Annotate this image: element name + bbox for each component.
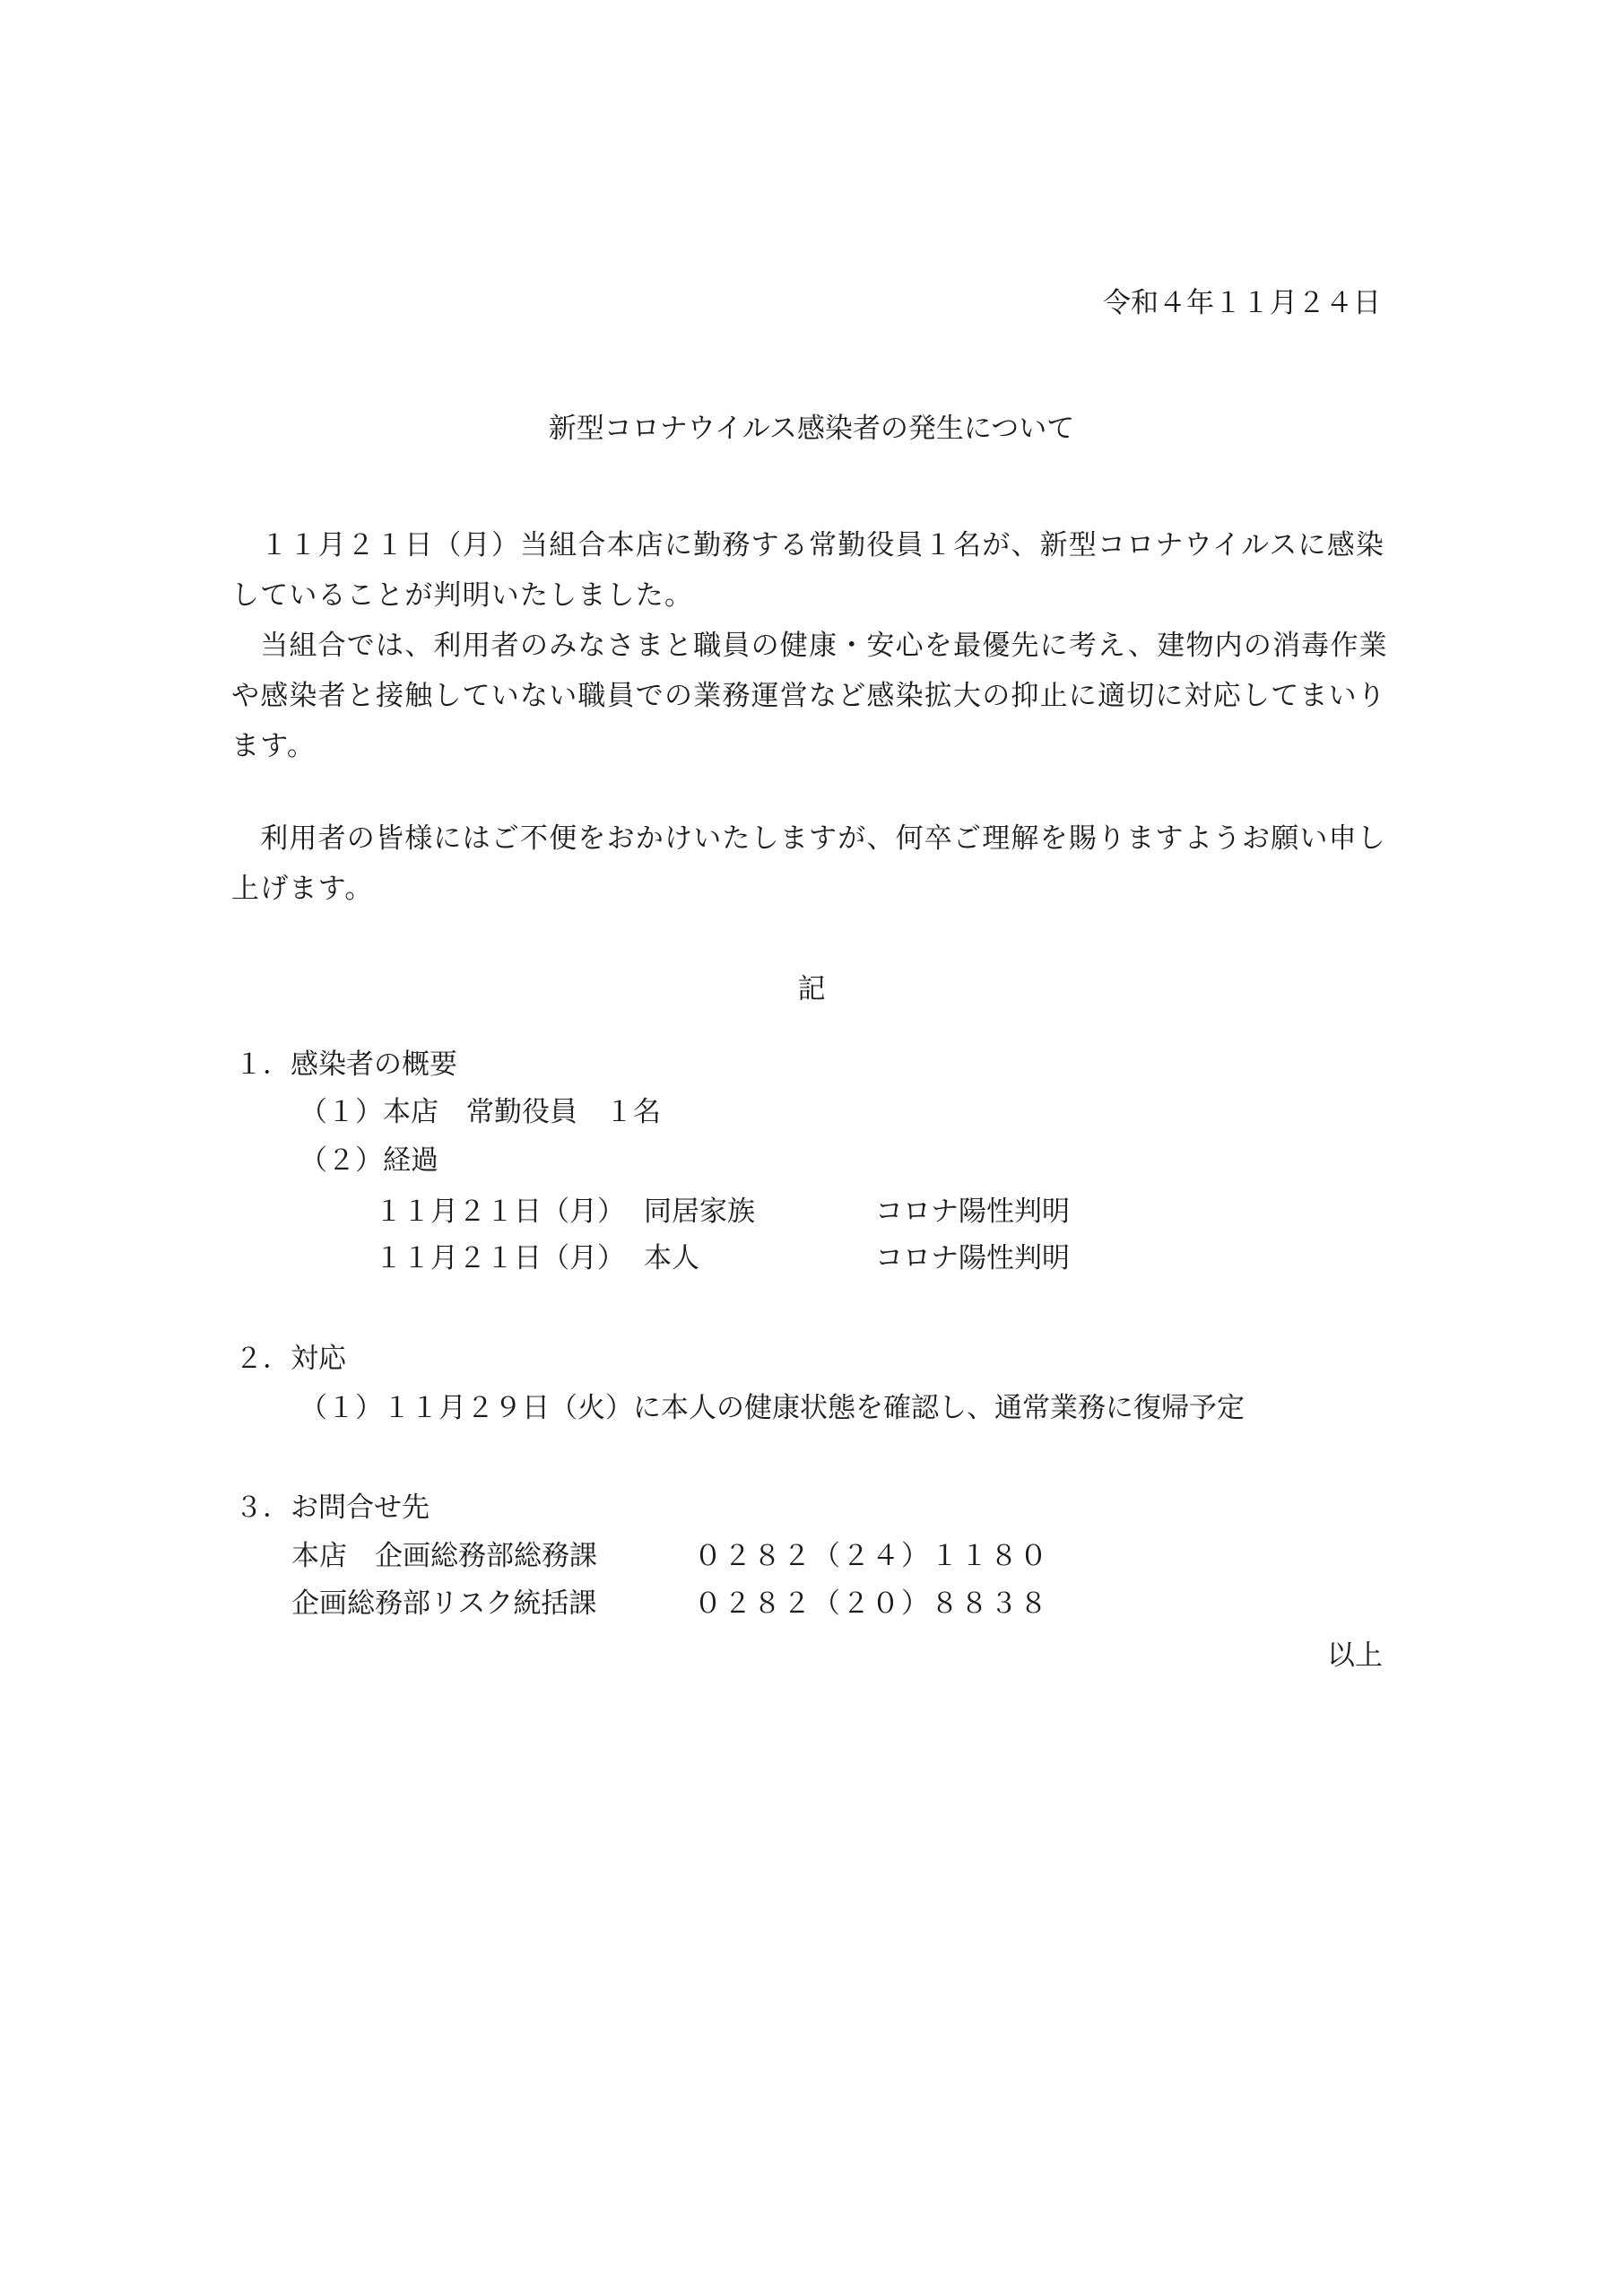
paragraph-1: １１月２１日（月）当組合本店に勤務する常勤役員１名が、新型コロナウイルスに感染していることが判明いたしました。	[231, 529, 1385, 612]
timeline-who: 同居家族	[644, 1196, 755, 1228]
section1-heading: １．感染者の概要	[235, 1048, 457, 1081]
timeline-result: コロナ陽性判明	[875, 1196, 1070, 1228]
document-date: 令和４年１１月２４日	[1103, 287, 1381, 319]
section1-item2: （２）経過	[299, 1144, 438, 1177]
section3-heading: ３．お問合せ先	[235, 1492, 430, 1524]
closing-ijo: 以上	[1327, 1639, 1383, 1672]
timeline-who: 本人	[644, 1242, 699, 1274]
timeline-date: １１月２１日（月）	[375, 1242, 625, 1274]
contact-name: 本店 企画総務部総務課	[291, 1540, 597, 1572]
paragraph-2: 当組合では、利用者のみなさまと職員の健康・安心を最優先に考え、建物内の消毒作業や感染者と接触していない職員での業務運営など感染拡大の抑止に適切に対応してまいります。	[231, 630, 1388, 762]
ki-marker: 記	[797, 973, 826, 1005]
timeline-date: １１月２１日（月）	[375, 1196, 625, 1228]
contact-name: 企画総務部リスク統括課	[291, 1587, 597, 1620]
contact-phone: ０２８２（２０）８８３８	[694, 1587, 1049, 1620]
contact-phone: ０２８２（２４）１１８０	[694, 1540, 1049, 1572]
section2-heading: ２．対応	[235, 1343, 346, 1375]
document-title: 新型コロナウイルス感染者の発生について	[548, 413, 1075, 445]
section2-item1: （１）１１月２９日（火）に本人の健康状態を確認し、通常業務に復帰予定	[299, 1392, 1245, 1424]
section1-item1: （１）本店 常勤役員 １名	[299, 1096, 661, 1128]
timeline-result: コロナ陽性判明	[875, 1242, 1070, 1274]
body-paragraphs	[231, 520, 1397, 771]
paragraph-3: 利用者の皆様にはご不便をおかけいたしますが、何卒ご理解を賜りますようお願い申し上げます。	[231, 822, 1386, 905]
